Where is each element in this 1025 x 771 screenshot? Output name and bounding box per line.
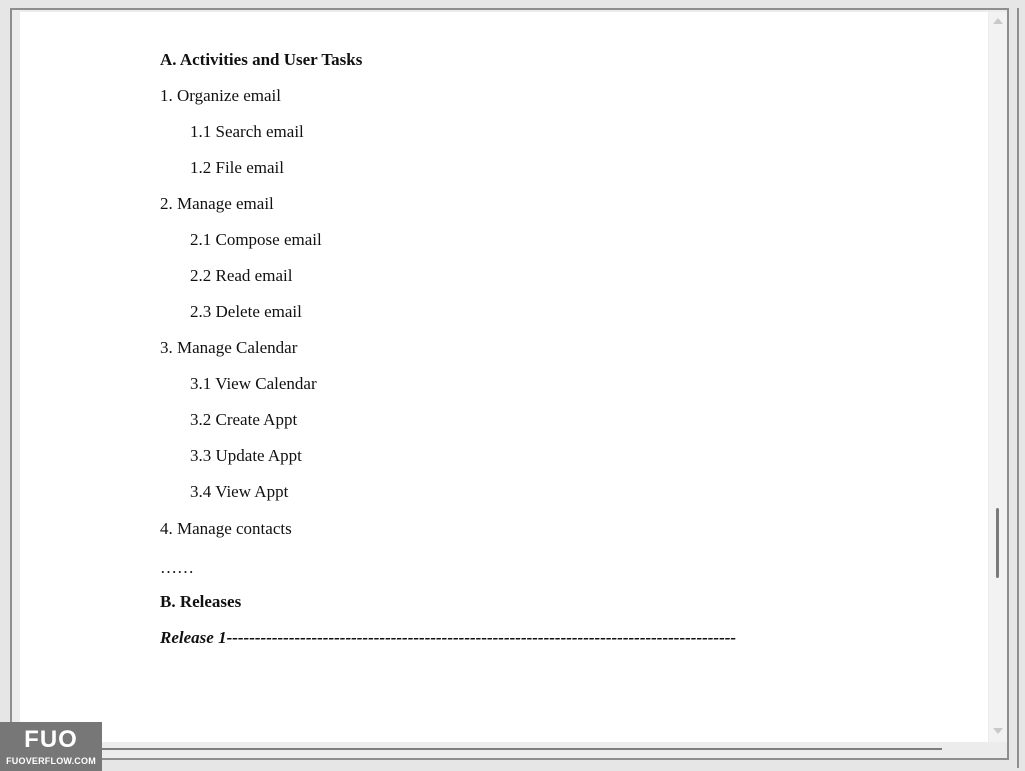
- list-item: 3. Manage Calendar: [160, 338, 298, 357]
- release-line: Release 1------------------------------------------------------------------------------------------: [160, 628, 737, 647]
- list-item: 2.1 Compose email: [190, 230, 322, 249]
- watermark-mark: FUO: [24, 726, 78, 753]
- list-item: 4. Manage contacts: [160, 519, 292, 538]
- list-item: 2.3 Delete email: [190, 302, 302, 321]
- scroll-up-arrow-icon[interactable]: [993, 18, 1003, 24]
- list-item: 1.1 Search email: [190, 122, 304, 141]
- scroll-down-arrow-icon[interactable]: [993, 728, 1003, 734]
- vertical-scrollbar[interactable]: [989, 12, 1007, 742]
- document-page[interactable]: [20, 12, 988, 742]
- watermark-logo: [0, 722, 102, 771]
- ellipsis: ……: [160, 558, 194, 577]
- list-item: 1.2 File email: [190, 158, 284, 177]
- list-item: 1. Organize email: [160, 86, 282, 105]
- section-heading-activities: A. Activities and User Tasks: [160, 50, 363, 69]
- list-item: 3.2 Create Appt: [190, 410, 298, 429]
- horizontal-scrollbar-track[interactable]: [20, 748, 942, 750]
- watermark-text: FUOVERFLOW.COM: [6, 756, 96, 766]
- list-item: 3.4 View Appt: [190, 482, 289, 501]
- list-item: 3.3 Update Appt: [190, 446, 302, 465]
- window-edge: [1017, 8, 1019, 768]
- list-item: 3.1 View Calendar: [190, 374, 317, 393]
- list-item: 2. Manage email: [160, 194, 274, 213]
- section-heading-releases: B. Releases: [160, 592, 242, 611]
- scroll-thumb[interactable]: [996, 508, 999, 578]
- list-item: 2.2 Read email: [190, 266, 293, 285]
